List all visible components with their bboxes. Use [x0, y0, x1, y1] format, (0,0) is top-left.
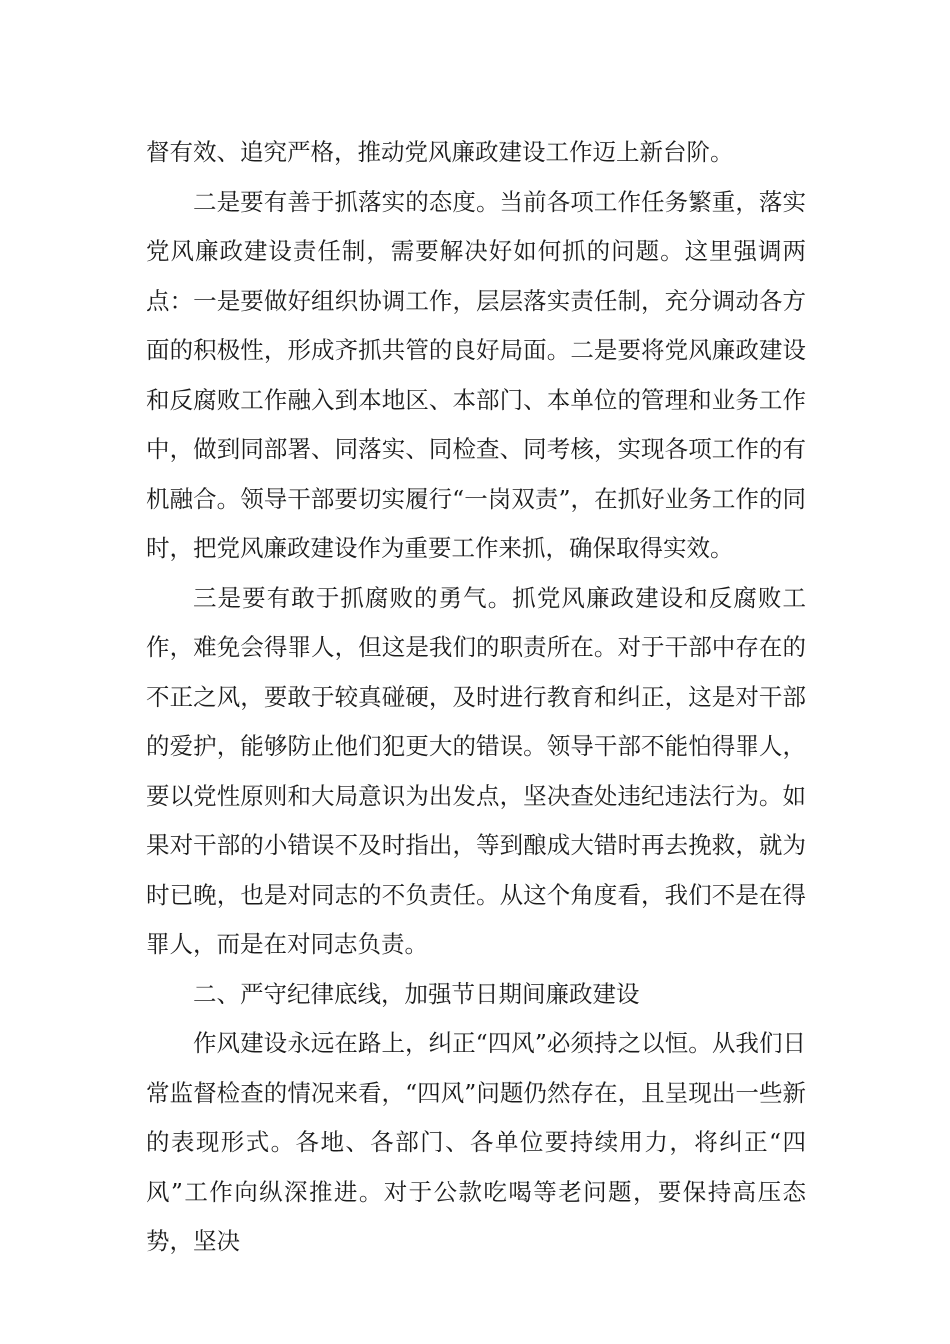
paragraph-point-three: 三是要有敢于抓腐败的勇气。抓党风廉政建设和反腐败工作，难免会得罪人，但这是我们的职责所在。对于干部中存在的不正之风，要敢于较真碰硬，及时进行教育和纠正，这是对干部的爱护，能够防止他们犯更大的错误。领导干部不能怕得罪人，要以党性原则和大局意识为出发点，坚决查处违纪违法行为。如果对干部的小错误不及时指出，等到酿成大错时再去挽救，就为时已晚，也是对同志的不负责任。从这个角度看，我们不是在得罪人，而是在对同志负责。 — [146, 583, 806, 958]
document-body — [146, 128, 806, 1267]
section-heading: 二、严守纪律底线，加强节日期间廉政建设 — [193, 979, 640, 1008]
paragraph-point-two: 二是要有善于抓落实的态度。当前各项工作任务繁重，落实党风廉政建设责任制，需要解决好如何抓的问题。这里强调两点：一是要做好组织协调工作，层层落实责任制，充分调动各方面的积极性，形成齐抓共管的良好局面。二是要将党风廉政建设和反腐败工作融入到本地区、本部门、本单位的管理和业务工作中，做到同部署、同落实、同检查、同考核，实现各项工作的有机融合。领导干部要切实履行“一岗双责”，在抓好业务工作的同时，把党风廉政建设作为重要工作来抓，确保取得实效。 — [146, 187, 806, 562]
paragraph-continuation: 督有效、追究严格，推动党风廉政建设工作迈上新台阶。 — [146, 138, 734, 166]
paragraph-style-building: 作风建设永远在路上，纠正“四风”必须持之以恒。从我们日常监督检查的情况来看，“四风”问题仍然存在，且呈现出一些新的表现形式。各地、各部门、各单位要持续用力，将纠正“四风”工作向纵深推进。对于公款吃喝等老问题，要保持高压态势，坚决 — [146, 1029, 806, 1255]
